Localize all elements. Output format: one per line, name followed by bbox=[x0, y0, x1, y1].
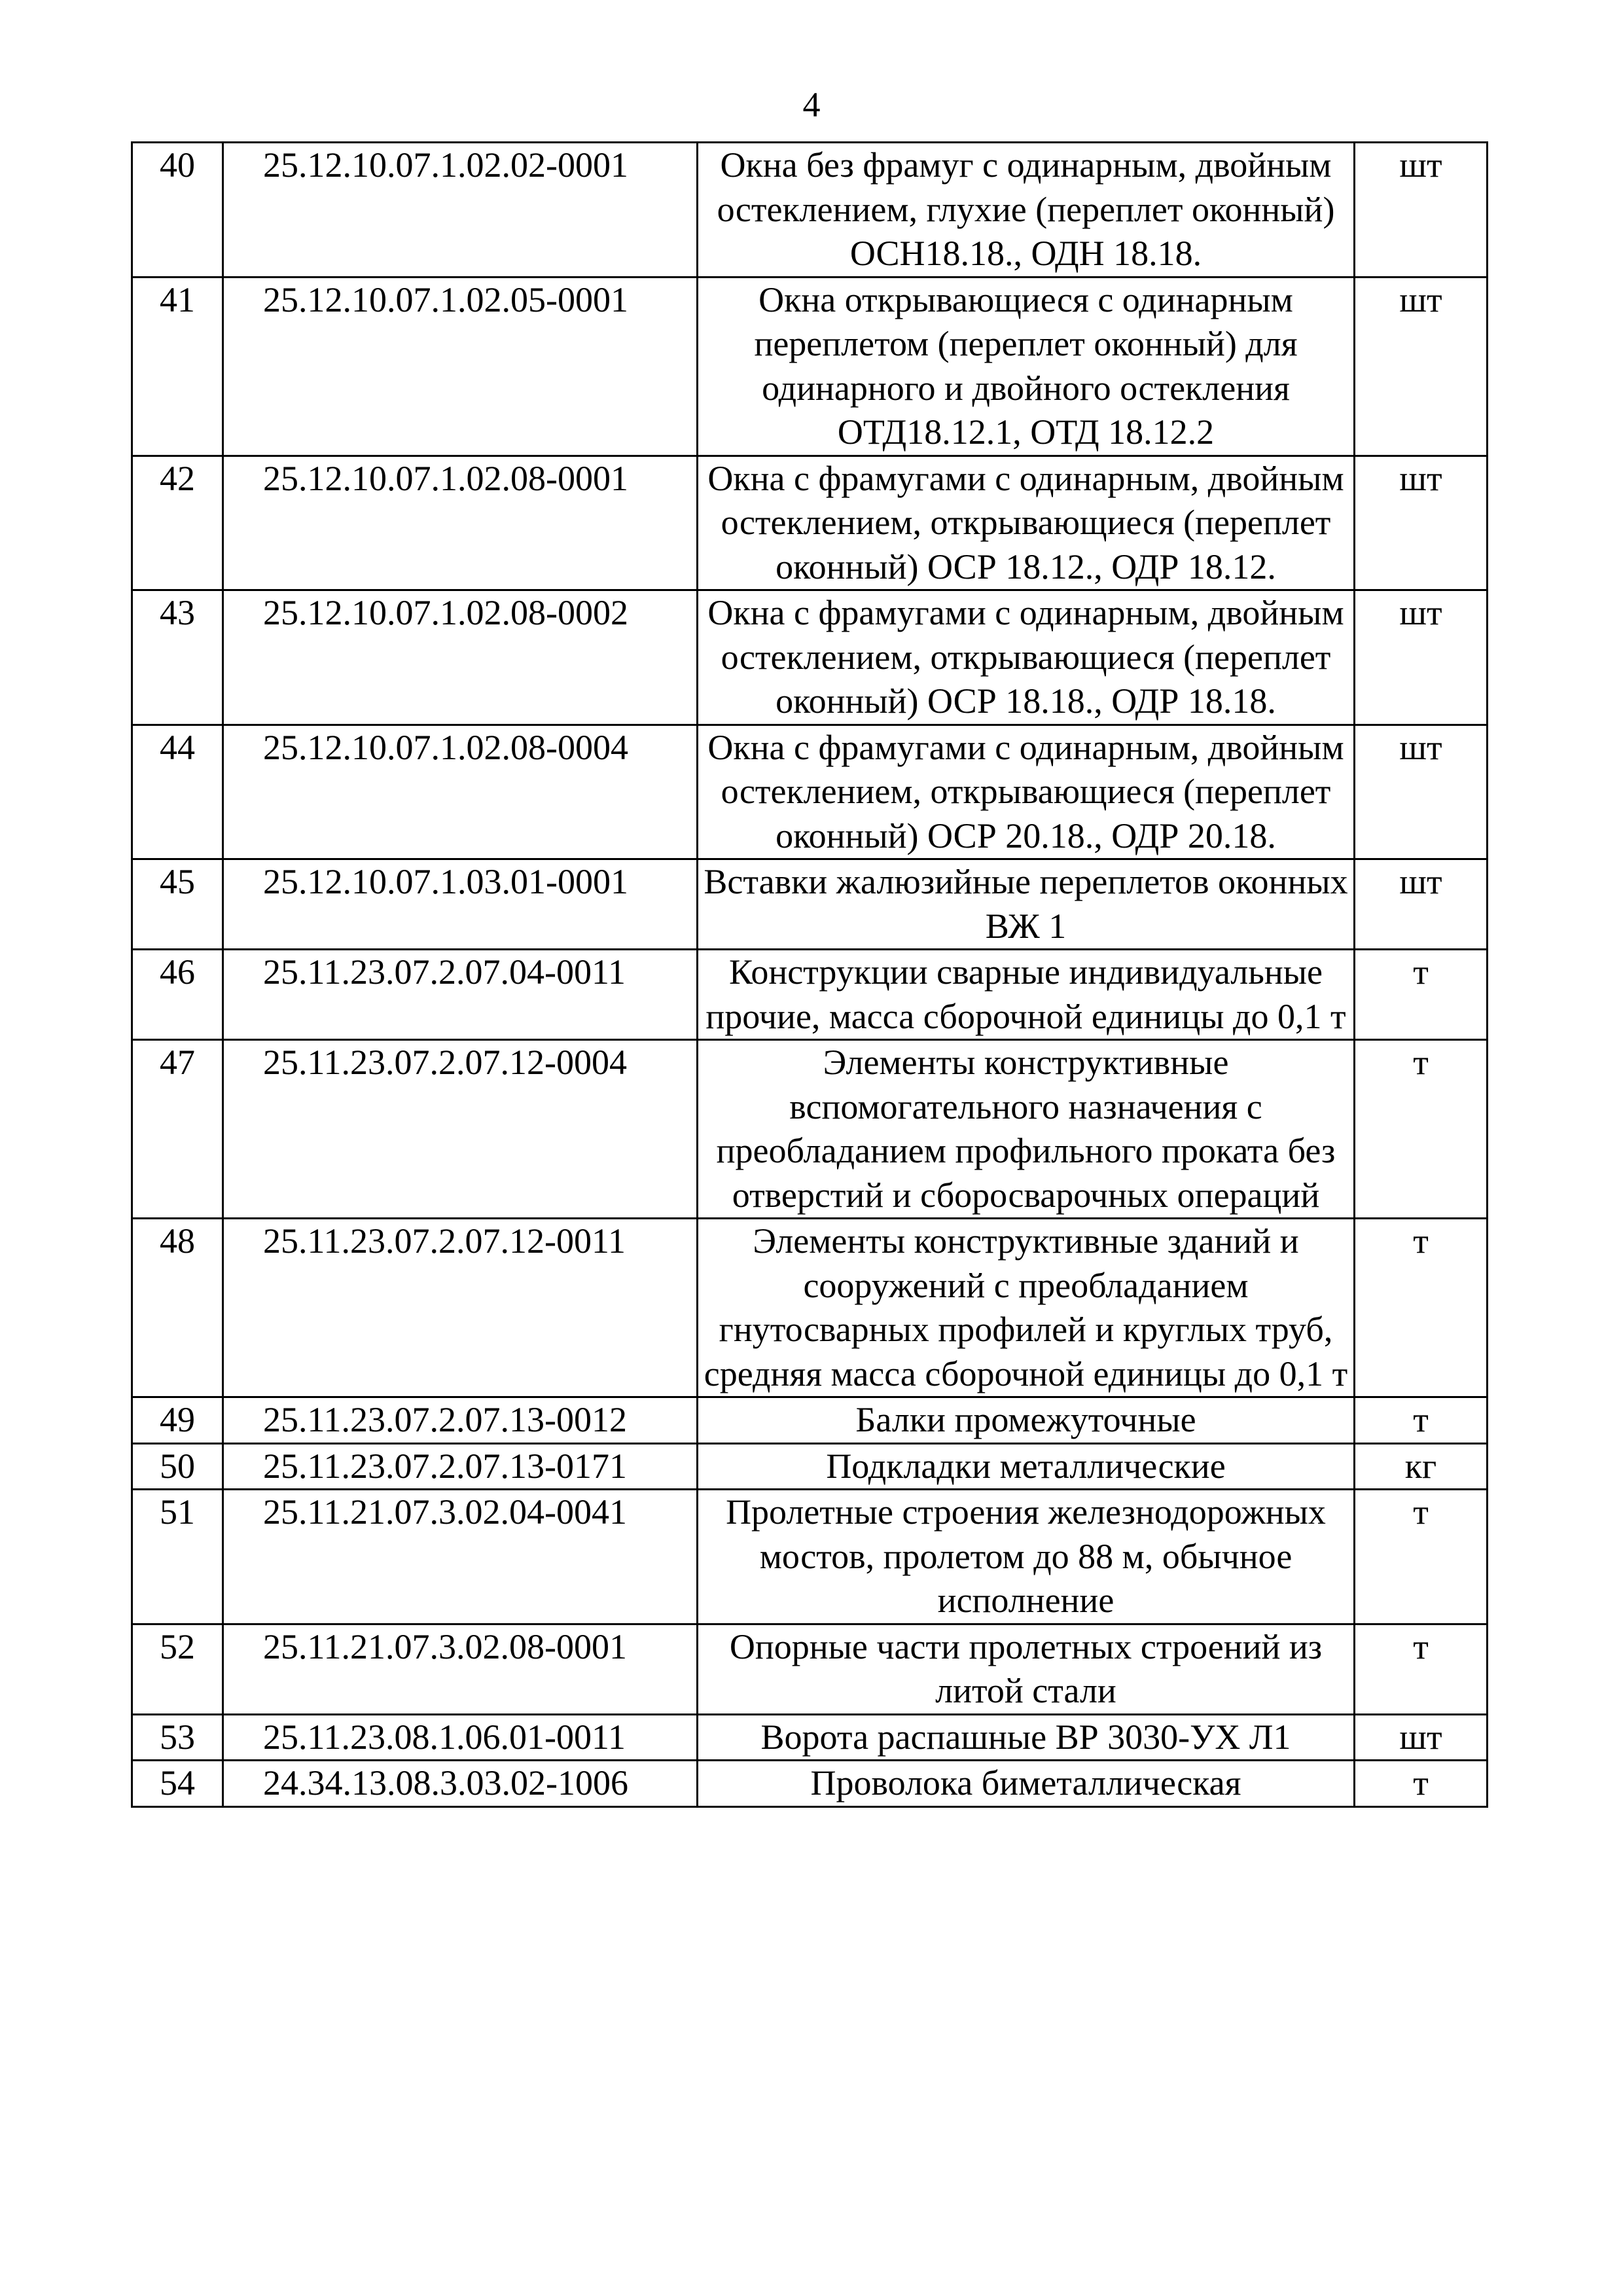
row-number: 50 bbox=[132, 1443, 223, 1490]
table-row bbox=[132, 859, 1488, 950]
resource-name: Подкладки металлические bbox=[698, 1443, 1355, 1490]
resource-name: Вставки жалюзийные переплетов оконных ВЖ 1 bbox=[698, 859, 1355, 950]
unit-of-measure: шт bbox=[1355, 590, 1488, 725]
table-row bbox=[132, 590, 1488, 725]
unit-of-measure: т bbox=[1355, 1040, 1488, 1219]
resource-code: 25.11.23.07.2.07.12-0004 bbox=[223, 1040, 698, 1219]
resource-name: Пролетные строения железнодорожных мостов, пролетом до 88 м, обычное исполнение bbox=[698, 1490, 1355, 1624]
row-number: 51 bbox=[132, 1490, 223, 1624]
row-number: 42 bbox=[132, 456, 223, 590]
table-row bbox=[132, 950, 1488, 1040]
resource-code: 25.12.10.07.1.02.08-0001 bbox=[223, 456, 698, 590]
table-row bbox=[132, 1397, 1488, 1444]
row-number: 52 bbox=[132, 1624, 223, 1714]
resource-code: 25.11.21.07.3.02.08-0001 bbox=[223, 1624, 698, 1714]
unit-of-measure: т bbox=[1355, 950, 1488, 1040]
resource-code: 25.12.10.07.1.03.01-0001 bbox=[223, 859, 698, 950]
row-number: 48 bbox=[132, 1219, 223, 1397]
row-number: 53 bbox=[132, 1714, 223, 1761]
table-row bbox=[132, 143, 1488, 278]
row-number: 54 bbox=[132, 1761, 223, 1807]
table-row bbox=[132, 456, 1488, 590]
unit-of-measure: шт bbox=[1355, 725, 1488, 859]
table-row bbox=[132, 1219, 1488, 1397]
unit-of-measure: шт bbox=[1355, 277, 1488, 456]
resource-name: Элементы конструктивные зданий и сооружений с преобладанием гнутосварных профилей и круглых труб, средняя масса сборочной единицы до 0,1 т bbox=[698, 1219, 1355, 1397]
table-row bbox=[132, 1624, 1488, 1714]
resource-name: Окна с фрамугами с одинарным, двойным остеклением, открывающиеся (переплет оконный) ОСР 18.12., ОДР 18.12. bbox=[698, 456, 1355, 590]
row-number: 46 bbox=[132, 950, 223, 1040]
unit-of-measure: кг bbox=[1355, 1443, 1488, 1490]
resource-code: 25.11.23.07.2.07.13-0012 bbox=[223, 1397, 698, 1444]
unit-of-measure: шт bbox=[1355, 1714, 1488, 1761]
resource-code: 25.11.23.07.2.07.04-0011 bbox=[223, 950, 698, 1040]
resource-name: Проволока биметаллическая bbox=[698, 1761, 1355, 1807]
row-number: 45 bbox=[132, 859, 223, 950]
resource-name: Окна открывающиеся с одинарным переплетом (переплет оконный) для одинарного и двойного остекления ОТД18.12.1, ОТД 18.12.2 bbox=[698, 277, 1355, 456]
resource-name: Окна с фрамугами с одинарным, двойным остеклением, открывающиеся (переплет оконный) ОСР 20.18., ОДР 20.18. bbox=[698, 725, 1355, 859]
table-row bbox=[132, 725, 1488, 859]
row-number: 44 bbox=[132, 725, 223, 859]
resource-code: 25.11.21.07.3.02.04-0041 bbox=[223, 1490, 698, 1624]
table-row bbox=[132, 1714, 1488, 1761]
table-row bbox=[132, 1490, 1488, 1624]
table-row bbox=[132, 1443, 1488, 1490]
resource-name: Конструкции сварные индивидуальные прочие, масса сборочной единицы до 0,1 т bbox=[698, 950, 1355, 1040]
unit-of-measure: шт bbox=[1355, 456, 1488, 590]
unit-of-measure: т bbox=[1355, 1219, 1488, 1397]
page-number: 4 bbox=[802, 85, 821, 124]
resource-code: 25.11.23.08.1.06.01-0011 bbox=[223, 1714, 698, 1761]
resource-code: 25.12.10.07.1.02.08-0004 bbox=[223, 725, 698, 859]
resource-code: 25.12.10.07.1.02.02-0001 bbox=[223, 143, 698, 278]
table-row bbox=[132, 277, 1488, 456]
resource-name: Опорные части пролетных строений из литой стали bbox=[698, 1624, 1355, 1714]
resource-code: 25.12.10.07.1.02.05-0001 bbox=[223, 277, 698, 456]
unit-of-measure: т bbox=[1355, 1624, 1488, 1714]
row-number: 41 bbox=[132, 277, 223, 456]
row-number: 49 bbox=[132, 1397, 223, 1444]
row-number: 43 bbox=[132, 590, 223, 725]
unit-of-measure: т bbox=[1355, 1397, 1488, 1444]
resource-code: 25.11.23.07.2.07.12-0011 bbox=[223, 1219, 698, 1397]
resource-name: Ворота распашные ВР 3030-УХ Л1 bbox=[698, 1714, 1355, 1761]
resource-name: Окна без фрамуг с одинарным, двойным остеклением, глухие (переплет оконный) ОСН18.18., ОДН 18.18. bbox=[698, 143, 1355, 278]
unit-of-measure: шт bbox=[1355, 859, 1488, 950]
resource-name: Окна с фрамугами с одинарным, двойным остеклением, открывающиеся (переплет оконный) ОСР 18.18., ОДР 18.18. bbox=[698, 590, 1355, 725]
row-number: 40 bbox=[132, 143, 223, 278]
unit-of-measure: т bbox=[1355, 1490, 1488, 1624]
table-row bbox=[132, 1761, 1488, 1807]
row-number: 47 bbox=[132, 1040, 223, 1219]
resource-name: Балки промежуточные bbox=[698, 1397, 1355, 1444]
resource-code: 24.34.13.08.3.03.02-1006 bbox=[223, 1761, 698, 1807]
resource-code: 25.11.23.07.2.07.13-0171 bbox=[223, 1443, 698, 1490]
resource-code: 25.12.10.07.1.02.08-0002 bbox=[223, 590, 698, 725]
table-row bbox=[132, 1040, 1488, 1219]
items-table bbox=[131, 141, 1488, 1808]
unit-of-measure: т bbox=[1355, 1761, 1488, 1807]
unit-of-measure: шт bbox=[1355, 143, 1488, 278]
resource-name: Элементы конструктивные вспомогательного назначения с преобладанием профильного проката без отверстий и сборосварочных операций bbox=[698, 1040, 1355, 1219]
